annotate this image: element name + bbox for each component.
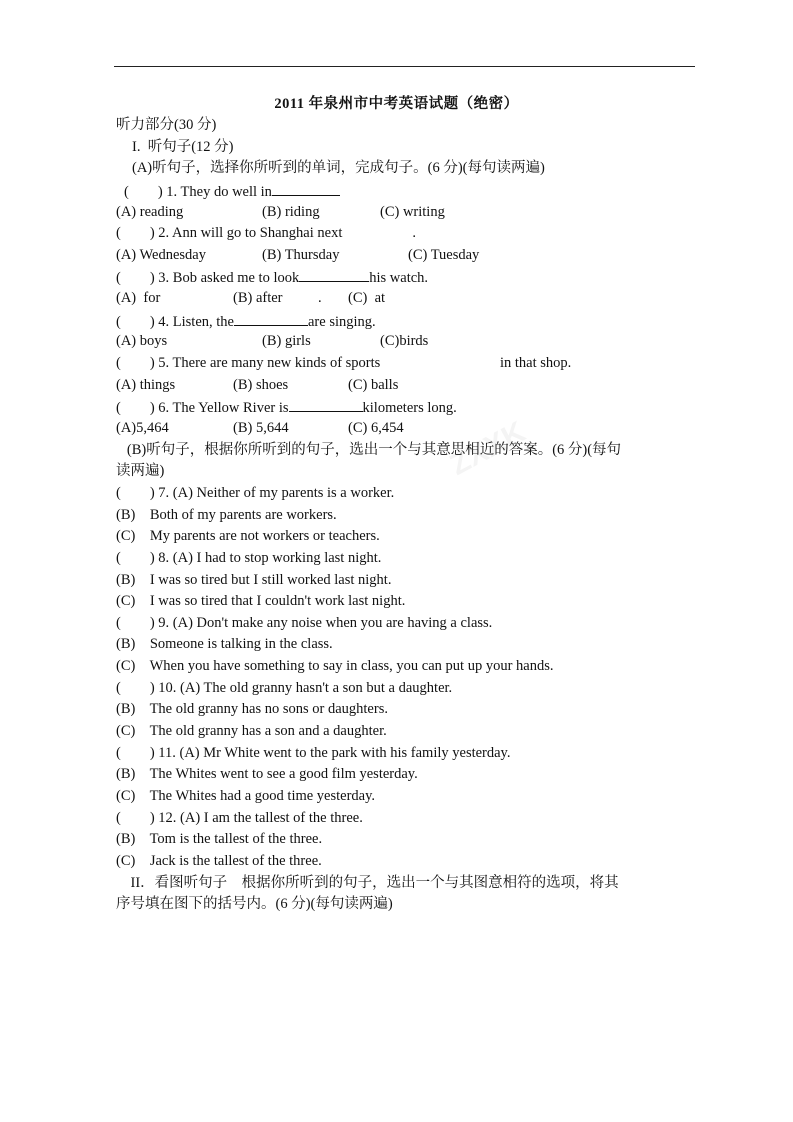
part2-heading-cont: 序号填在图下的括号内。(6 分)(每句读两遍) [116,896,393,912]
option-c: (C) writing [380,204,445,220]
question-4 [116,311,376,331]
question-9: ( ) 9. (A) Don't make any noise when you are having a class. [116,615,493,631]
option-b: (B) shoes [233,377,289,393]
question-stem: ( ) 3. Bob asked me to look [116,270,300,286]
option-b: (B) riding [262,204,320,220]
option-c: (C)birds [380,333,429,349]
option-b: (B) after [233,290,283,306]
option-a: (A) for [116,290,161,306]
option-c: (C) When you have something to say in class, you can put up your hands. [116,658,554,674]
option-c: (C) The old granny has a son and a daughter. [116,723,387,739]
option-a: (A) boys [116,333,168,349]
question-5 [116,354,380,372]
question-7: ( ) 7. (A) Neither of my parents is a worker. [116,485,395,501]
question-stem: ( ) 5. There are many new kinds of sports [116,355,381,371]
option-b: (B) Someone is talking in the class. [116,636,333,652]
option-c: (C) 6,454 [348,420,404,436]
question-stem-end: are singing. [308,314,376,330]
question-6 [116,397,457,417]
answer-blank[interactable] [299,267,369,282]
question-stem: ( ) 1. They do well in [124,184,272,200]
question-stem: ( ) 4. Listen, the [116,314,234,330]
option-c: (C) I was so tired that I couldn't work last night. [116,593,406,609]
question-11: ( ) 11. (A) Mr White went to the park with his family yesterday. [116,745,511,761]
question-stem-end: . [412,225,416,241]
answer-blank[interactable] [289,397,363,412]
option-b: (B) The Whites went to see a good film yesterday. [116,766,418,782]
option-c: (C) My parents are not workers or teachers. [116,528,380,544]
question-stem: ( ) 6. The Yellow River is [116,400,289,416]
option-b: (B) I was so tired but I still worked last night. [116,572,392,588]
question-5-end: in that shop. [500,355,572,371]
option-c: (C) at [348,290,386,306]
section-heading: 听力部分(30 分) [116,117,217,133]
option-b: (B) Thursday [262,247,340,263]
option-b: (B) girls [262,333,311,349]
header-rule [114,66,695,67]
stray-dot: . [318,290,322,306]
answer-blank[interactable] [272,181,340,196]
part2-heading: II．看图听句子 根据你所听到的句子，选出一个与其图意相符的选项，将其 [116,875,619,891]
option-a: (A) reading [116,204,184,220]
option-c: (C) balls [348,377,399,393]
answer-blank[interactable] [234,311,308,326]
part1-b-heading-cont: 读两遍) [116,463,165,479]
option-c: (C) Jack is the tallest of the three. [116,853,322,869]
page-title: 2011 年泉州市中考英语试题（绝密） [274,96,519,112]
option-b: (B) 5,644 [233,420,289,436]
option-b: (B) Tom is the tallest of the three. [116,831,323,847]
question-stem-end: his watch. [369,270,429,286]
question-stem: ( ) 2. Ann will go to Shanghai next [116,225,343,241]
question-12: ( ) 12. (A) I am the tallest of the three. [116,810,363,826]
option-a: (A) Wednesday [116,247,206,263]
option-b: (B) Both of my parents are workers. [116,507,337,523]
option-c: (C) Tuesday [408,247,480,263]
question-stem-end: kilometers long. [362,400,457,416]
question-2 [116,224,416,242]
part1-heading: I. 听句子(12 分) [132,139,234,155]
question-1 [124,181,340,201]
part1-b-heading: (B)听句子，根据你所听到的句子，选出一个与其意思相近的答案。(6 分)(每句 [116,442,622,458]
option-a: (A)5,464 [116,420,169,436]
question-10: ( ) 10. (A) The old granny hasn't a son but a daughter. [116,680,453,696]
option-c: (C) The Whites had a good time yesterday. [116,788,376,804]
option-b: (B) The old granny has no sons or daughters. [116,701,388,717]
option-a: (A) things [116,377,176,393]
question-8: ( ) 8. (A) I had to stop working last night. [116,550,382,566]
part1-a-heading: (A)听句子，选择你所听到的单词，完成句子。(6 分)(每句读两遍) [132,160,545,176]
question-3 [116,267,428,287]
